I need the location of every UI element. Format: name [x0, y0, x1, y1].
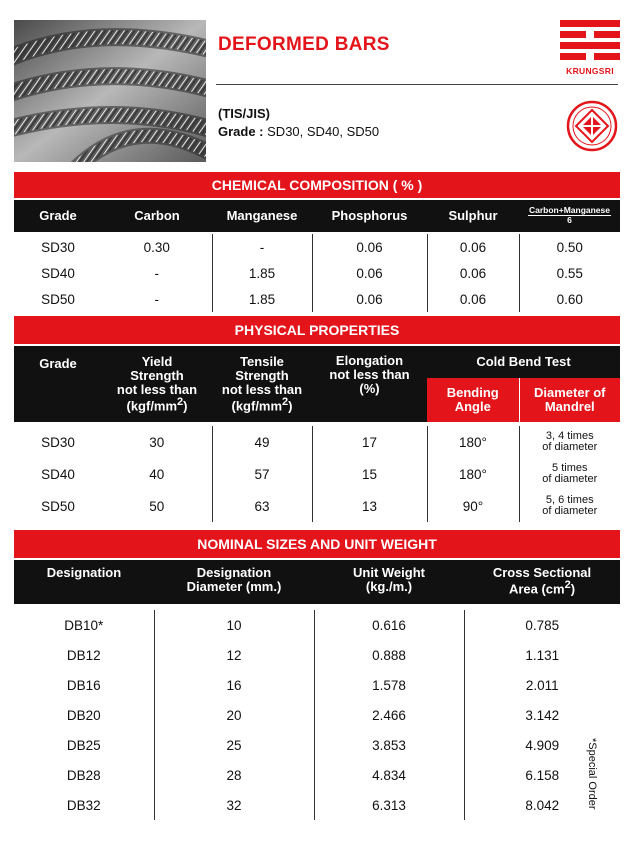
- logo-text: KRUNGSRI: [566, 66, 614, 76]
- col-unit-weight: Unit Weight (kg./m.): [314, 560, 464, 604]
- table-cell: 6.313: [314, 790, 464, 820]
- table-cell: 10: [154, 610, 314, 640]
- table-cell: 180°: [427, 458, 519, 490]
- col-bending-angle: Bending Angle: [427, 378, 519, 422]
- col-phosphorus: Phosphorus: [312, 200, 427, 232]
- table-cell: 0.55: [556, 265, 583, 281]
- table-cell: DB28: [14, 760, 154, 790]
- special-order-note: *Special Order: [586, 738, 598, 810]
- page-title: DEFORMED BARS: [218, 34, 390, 55]
- table-row: [14, 490, 620, 522]
- table-row: [14, 700, 620, 730]
- physical-header: [14, 346, 620, 422]
- table-cell: 6.158: [525, 767, 560, 783]
- table-cell: -: [212, 234, 312, 260]
- table-cell: 32: [154, 790, 314, 820]
- table-cell: 180°: [427, 426, 519, 458]
- table-cell: 25: [154, 730, 314, 760]
- table-cell: 0.785: [525, 617, 560, 633]
- table-cell: -: [102, 286, 212, 312]
- col-mandrel: Diameter of Mandrel: [519, 378, 620, 422]
- page-header: [0, 0, 636, 170]
- table-cell: SD30: [41, 434, 75, 450]
- table-row: [14, 760, 620, 790]
- chemical-table: [14, 234, 620, 312]
- sizes-table: [14, 610, 620, 820]
- rebar-photo: [14, 20, 206, 162]
- col-yield: Yield Strength not less than $(kgf/mm^2)$: [102, 346, 212, 422]
- table-cell: 8.042: [525, 797, 560, 813]
- table-cell: SD40: [41, 466, 75, 482]
- table-cell: 57: [212, 458, 312, 490]
- table-cell: 0.06: [427, 286, 519, 312]
- table-row: [14, 640, 620, 670]
- table-cell: 50: [102, 490, 212, 522]
- table-cell: 0.06: [427, 260, 519, 286]
- rebar-photo-graphic: [14, 20, 206, 162]
- chemical-header: [14, 200, 620, 232]
- table-row: [14, 670, 620, 700]
- table-cell: 1.85: [212, 260, 312, 286]
- col-cross-area: Cross Sectional Area $(cm^2)$: [464, 560, 620, 604]
- table-cell: 3.142: [525, 707, 560, 723]
- table-cell: 4.909: [525, 737, 560, 753]
- col-manganese: Manganese: [212, 200, 312, 232]
- table-cell: DB10*: [14, 610, 154, 640]
- krungsri-logo-icon: [560, 20, 620, 64]
- table-cell: DB25: [14, 730, 154, 760]
- standard-label: (TIS/JIS): [218, 106, 271, 121]
- ratio-denominator: 6: [567, 215, 572, 225]
- table-cell: 30: [102, 426, 212, 458]
- table-cell: 17: [312, 426, 427, 458]
- table-cell: SD50: [41, 291, 75, 307]
- table-row: [14, 234, 620, 260]
- table-cell: 4.834: [314, 760, 464, 790]
- table-cell: 28: [154, 760, 314, 790]
- table-cell: SD30: [41, 239, 75, 255]
- table-cell: 1.578: [314, 670, 464, 700]
- physical-banner: PHYSICAL PROPERTIES: [14, 316, 620, 344]
- table-cell: 40: [102, 458, 212, 490]
- col-tensile: Tensile Strength not less than $(kgf/mm^2)$: [212, 346, 312, 422]
- table-cell: 16: [154, 670, 314, 700]
- table-row: [14, 610, 620, 640]
- chemical-banner: CHEMICAL COMPOSITION ( % ): [14, 172, 620, 198]
- table-cell: DB32: [14, 790, 154, 820]
- table-cell: 0.06: [427, 234, 519, 260]
- grade-values: SD30, SD40, SD50: [267, 124, 380, 139]
- table-row: [14, 790, 620, 820]
- table-cell: 0.30: [102, 234, 212, 260]
- table-cell: 0.616: [314, 610, 464, 640]
- col-elongation: Elongation not less than (%): [312, 346, 427, 422]
- physical-table: [14, 426, 620, 522]
- table-cell: 20: [154, 700, 314, 730]
- grade-line: [218, 124, 379, 139]
- col-carbon-equivalent: [519, 200, 620, 232]
- table-cell: DB16: [14, 670, 154, 700]
- seal-icon: [566, 100, 618, 152]
- sizes-header: [14, 560, 620, 604]
- col-sulphur: Sulphur: [427, 200, 519, 232]
- table-cell: 0.06: [312, 234, 427, 260]
- table-cell: DB20: [14, 700, 154, 730]
- table-cell: 0.888: [314, 640, 464, 670]
- table-cell: 5, 6 times of diameter: [542, 494, 598, 517]
- col-diameter: Designation Diameter (mm.): [154, 560, 314, 604]
- title-divider: [216, 84, 618, 85]
- grade-label: Grade :: [218, 124, 264, 139]
- table-cell: 49: [212, 426, 312, 458]
- sizes-banner: NOMINAL SIZES AND UNIT WEIGHT: [14, 530, 620, 558]
- table-cell: 3.853: [314, 730, 464, 760]
- table-cell: 15: [312, 458, 427, 490]
- col-cold-bend: Cold Bend Test: [427, 346, 620, 378]
- col-grade: Grade: [14, 346, 102, 422]
- col-carbon: Carbon: [102, 200, 212, 232]
- table-cell: 0.06: [312, 286, 427, 312]
- table-cell: SD40: [41, 265, 75, 281]
- table-cell: SD50: [41, 498, 75, 514]
- col-designation: Designation: [14, 560, 154, 604]
- table-cell: 90°: [427, 490, 519, 522]
- table-cell: 2.466: [314, 700, 464, 730]
- table-cell: 13: [312, 490, 427, 522]
- table-cell: DB12: [14, 640, 154, 670]
- table-cell: 12: [154, 640, 314, 670]
- table-cell: 1.85: [212, 286, 312, 312]
- table-row: [14, 458, 620, 490]
- table-cell: 5 times of diameter: [542, 462, 598, 485]
- table-cell: 63: [212, 490, 312, 522]
- table-cell: -: [102, 260, 212, 286]
- table-row: [14, 286, 620, 312]
- table-row: [14, 426, 620, 458]
- table-cell: 1.131: [525, 647, 560, 663]
- table-cell: 0.50: [556, 239, 583, 255]
- table-cell: 2.011: [525, 677, 559, 693]
- table-row: [14, 730, 620, 760]
- table-cell: 0.60: [556, 291, 583, 307]
- col-grade: Grade: [14, 200, 102, 232]
- table-cell: 0.06: [312, 260, 427, 286]
- ratio-numerator: Carbon+Manganese: [528, 205, 610, 215]
- table-row: [14, 260, 620, 286]
- table-cell: 3, 4 times of diameter: [542, 430, 598, 453]
